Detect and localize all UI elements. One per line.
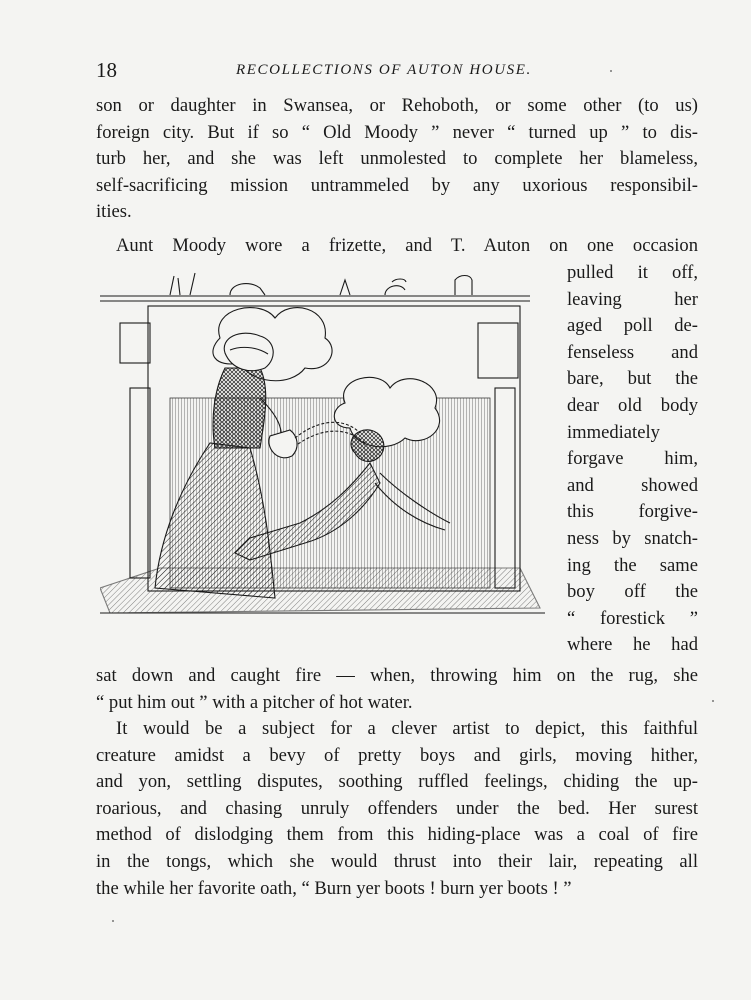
running-title: RECOLLECTIONS OF AUTON HOUSE. [236, 62, 532, 78]
paper-speck [712, 700, 714, 702]
text-line: It would be a subject for a clever artist to depict, this faithful [116, 718, 698, 739]
paragraph-3 [96, 716, 698, 902]
text-line: ing the same [567, 554, 698, 576]
text-line: in the tongs, which she would thrust into their lair, repeating all [96, 850, 698, 872]
text-line: where he had [567, 634, 698, 656]
text-line: leaving her [567, 288, 698, 310]
text-line: this forgive- [567, 501, 698, 523]
text-line: sat down and caught fire — when, throwing him on the rug, she [96, 665, 698, 686]
text-line: roarious, and chasing unruly offenders under the bed. Her surest [96, 797, 698, 819]
text-line: method of dislodging them from this hiding-place was a coal of fire [96, 824, 698, 846]
text-line: foreign city. But if so “ Old Moody ” never “ turned up ” to dis- [96, 121, 698, 143]
text-line: ities. [96, 201, 132, 223]
text-line: and showed [567, 474, 698, 496]
text-line: turb her, and she was left unmolested to complete her blameless, [96, 148, 698, 170]
page-number: 18 [96, 58, 117, 82]
text-line: and yon, settling disputes, soothing ruffled feelings, chiding the up- [96, 771, 698, 793]
page-header [96, 58, 696, 86]
fireplace-scene-drawing [100, 268, 550, 648]
paragraph-1 [96, 93, 698, 226]
paragraph-2-wrap-column [567, 260, 698, 659]
text-line: boy off the [567, 581, 698, 603]
paper-speck [112, 920, 114, 922]
text-line: immediately [567, 421, 660, 443]
text-line: fenseless and [567, 341, 698, 363]
text-line: creature amidst a bevy of pretty boys and girls, moving hither, [96, 744, 698, 766]
text-line: “ put him out ” with a pitcher of hot water. [96, 691, 413, 713]
paragraph-2-tail [96, 663, 698, 716]
engraving-illustration [100, 268, 550, 648]
text-line: dear old body [567, 394, 698, 416]
text-line: son or daughter in Swansea, or Rehoboth, or some other (to us) [96, 95, 698, 116]
text-line: Aunt Moody wore a frizette, and T. Auton on one occasion [116, 235, 698, 256]
paragraph-2-opening [96, 233, 698, 260]
text-line: bare, but the [567, 368, 698, 390]
text-line: self-sacrificing mission untrammeled by any uxorious responsibil- [96, 174, 698, 196]
text-line: the while her favorite oath, “ Burn yer boots ! burn yer boots ! ” [96, 877, 572, 899]
paper-speck [610, 70, 612, 72]
text-line: pulled it off, [567, 262, 698, 283]
text-line: ness by snatch- [567, 527, 698, 549]
text-line: forgave him, [567, 448, 698, 470]
text-line: “ forestick ” [567, 607, 698, 629]
text-line: aged poll de- [567, 315, 698, 337]
